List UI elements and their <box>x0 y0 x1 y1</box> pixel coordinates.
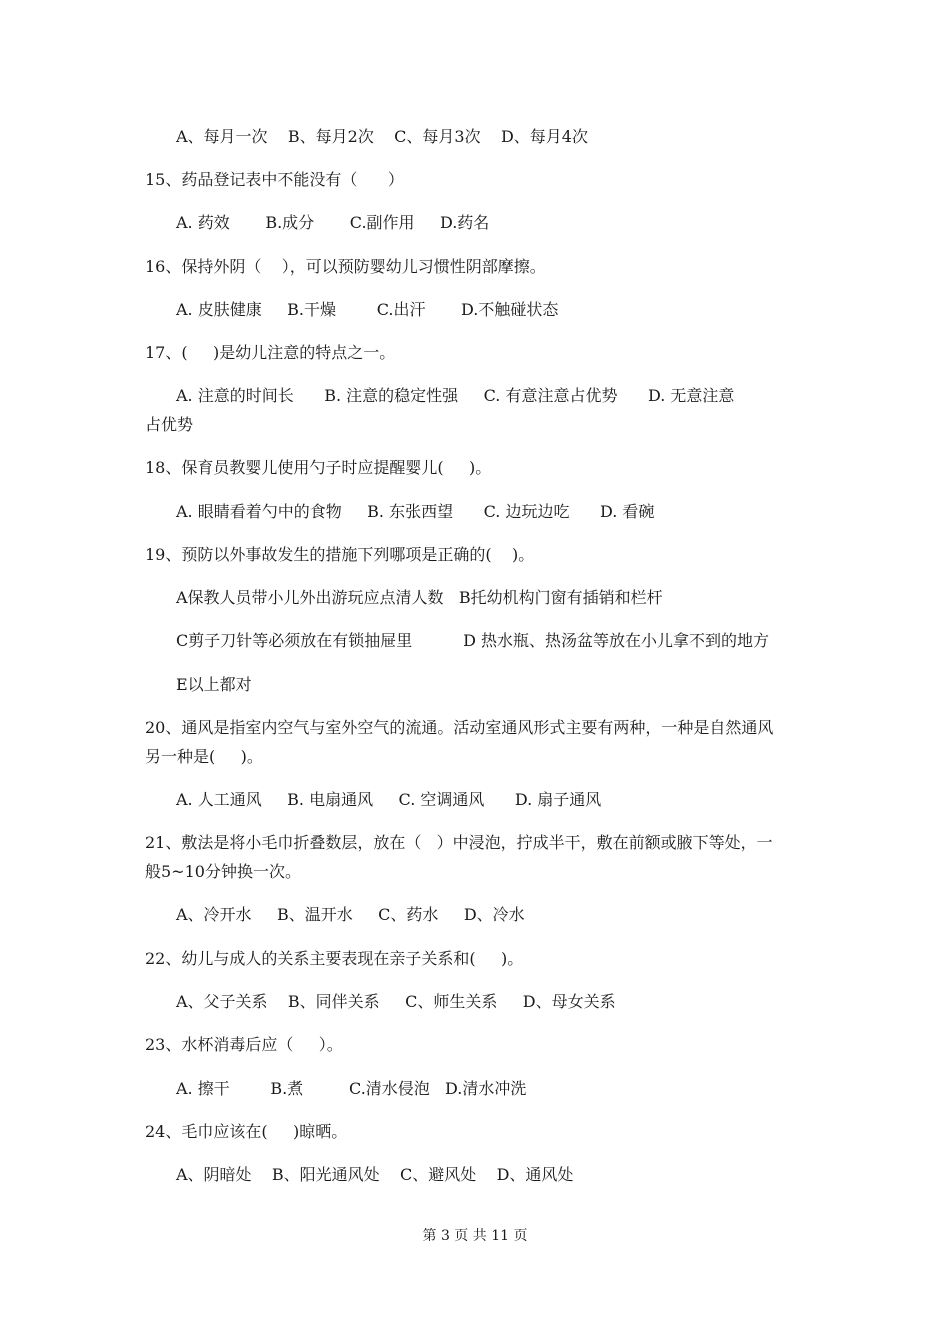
q18-question: 18、保育员教婴儿使用勺子时应提醒婴儿( )。 <box>145 458 492 477</box>
q20-options: A. 人工通风 B. 电扇通风 C. 空调通风 D. 扇子通风 <box>176 790 602 809</box>
q23-options: A. 擦干 B.煮 C.清水侵泡 D.清水冲洗 <box>176 1079 527 1098</box>
q17-options-cont: 占优势 <box>145 415 194 434</box>
q21-options: A、冷开水 B、温开水 C、药水 D、冷水 <box>176 905 525 924</box>
q17-question: 17、( )是幼儿注意的特点之一。 <box>145 343 396 362</box>
page-footer: 第 3 页 共 11 页 <box>422 1228 528 1244</box>
q17-options: A. 注意的时间长 B. 注意的稳定性强 C. 有意注意占优势 D. 无意注意 <box>176 386 735 405</box>
q22-question: 22、幼儿与成人的关系主要表现在亲子关系和( )。 <box>145 949 524 968</box>
q14-options: A、每月一次 B、每月2次 C、每月3次 D、每月4次 <box>176 127 588 146</box>
q20-question: 20、通风是指室内空气与室外空气的流通。活动室通风形式主要有两种，一种是自然通风 <box>145 718 774 737</box>
q21-question: 21、敷法是将小毛巾折叠数层，放在（ ）中浸泡，拧成半干，敷在前额或腋下等处，一 <box>145 833 773 852</box>
q19-question: 19、预防以外事故发生的措施下列哪项是正确的( )。 <box>145 545 535 564</box>
q21-question-cont: 般5~10分钟换一次。 <box>145 862 301 881</box>
q23-question: 23、水杯消毒后应（ ）。 <box>145 1035 343 1054</box>
q24-options: A、阴暗处 B、阳光通风处 C、避风处 D、通风处 <box>176 1165 574 1184</box>
q15-options: A. 药效 B.成分 C.副作用 D.药名 <box>176 213 490 232</box>
q16-question: 16、保持外阴（ ），可以预防婴幼儿习惯性阴部摩擦。 <box>145 257 546 276</box>
q16-options: A. 皮肤健康 B.干燥 C.出汗 D.不触碰状态 <box>176 300 559 319</box>
q22-options: A、父子关系 B、同伴关系 C、师生关系 D、母女关系 <box>176 992 616 1011</box>
q24-question: 24、毛巾应该在( )晾晒。 <box>145 1122 348 1141</box>
q19-options-e: E以上都对 <box>176 675 252 694</box>
q19-options-ab: A保教人员带小儿外出游玩应点清人数 B托幼机构门窗有插销和栏杆 <box>176 588 663 607</box>
q19-options-cd: C剪子刀针等必须放在有锁抽屉里 D 热水瓶、热汤盆等放在小儿拿不到的地方 <box>176 631 770 650</box>
q18-options: A. 眼睛看着勺中的食物 B. 东张西望 C. 边玩边吃 D. 看碗 <box>176 502 655 521</box>
q20-question-cont: 另一种是( )。 <box>145 747 263 766</box>
q15-question: 15、药品登记表中不能没有（ ） <box>145 170 404 189</box>
